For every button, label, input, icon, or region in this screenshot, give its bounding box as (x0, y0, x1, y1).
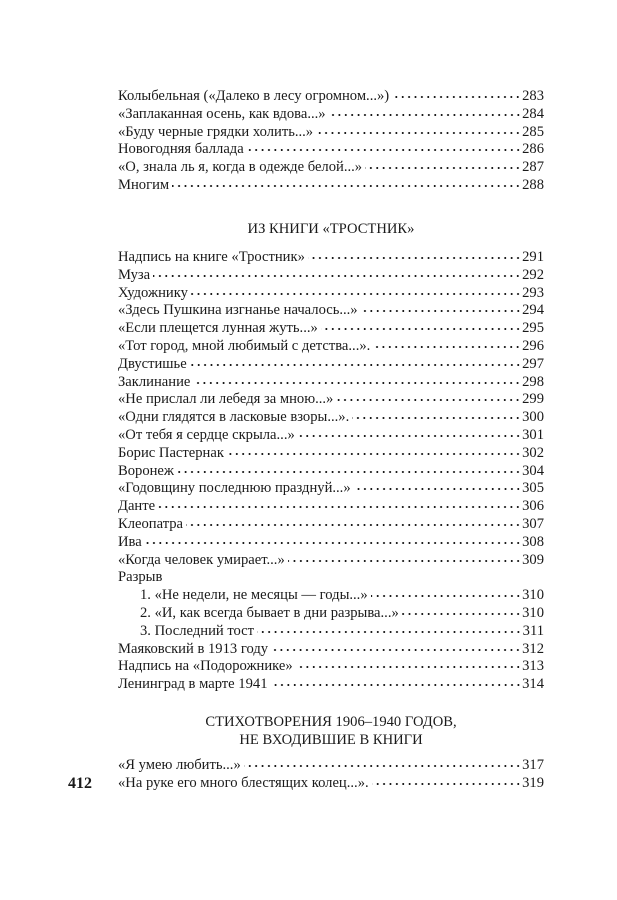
entry-title: «О, знала ль я, когда в одежде белой...» (118, 159, 363, 176)
toc-entry (118, 445, 544, 463)
entry-page: 302 (522, 444, 544, 461)
entry-title: Заклинание (118, 373, 191, 390)
toc-sublist (118, 587, 544, 640)
entry-title: «Если плещется лунная жуть...» (118, 320, 318, 337)
dot-leader (247, 148, 521, 152)
toc-entry (118, 409, 544, 427)
toc-section-2 (118, 249, 544, 694)
toc-list (118, 249, 544, 569)
toc-entry (118, 302, 544, 320)
toc-entry (118, 587, 544, 605)
toc-entry (118, 676, 544, 694)
entry-page: 308 (522, 533, 544, 550)
entry-title: «Одни глядятся в ласковые взоры...». (118, 409, 350, 426)
toc-entry (118, 249, 544, 267)
entry-title: Новогодняя баллада (118, 141, 244, 158)
entry-page: 295 (522, 320, 544, 337)
dot-leader (145, 541, 521, 545)
entry-page: 312 (522, 640, 544, 657)
dot-leader (298, 434, 521, 438)
entry-title: Воронеж (118, 462, 174, 479)
toc-entry (118, 463, 544, 481)
entry-title: Двустишье (118, 355, 187, 372)
entry-page: 299 (522, 391, 544, 408)
entry-page: 292 (522, 266, 544, 283)
entry-title: «Тот город, мной любимый с детства...». (118, 337, 371, 354)
entry-page: 285 (522, 123, 544, 140)
toc-entry (118, 88, 544, 106)
entry-page: 300 (522, 409, 544, 426)
toc-entry (118, 141, 544, 159)
entry-title: 3. Последний тост (140, 622, 255, 639)
entry-page: 305 (522, 480, 544, 497)
entry-title: «Не прислал ли лебедя за мною...» (118, 391, 334, 408)
entry-page: 313 (522, 658, 544, 675)
entry-title: Ленинград в марте 1941 (118, 676, 268, 693)
entry-title: 1. «Не недели, не месяцы — годы...» (140, 587, 368, 604)
dot-leader (190, 363, 521, 367)
dot-leader (191, 292, 521, 296)
dot-leader (257, 630, 522, 634)
entry-title: Данте (118, 498, 156, 515)
dot-leader (271, 648, 521, 652)
entry-title: Маяковский в 1913 году (118, 640, 269, 657)
entry-title: «Годовщину последнюю празднуй...» (118, 480, 351, 497)
entry-title: «Заплаканная осень, как вдова...» (118, 105, 326, 122)
dot-leader (316, 131, 521, 135)
toc-entry (118, 775, 544, 793)
entry-title: Художнику (118, 284, 188, 301)
toc-entry (118, 391, 544, 409)
toc-entry (118, 757, 544, 775)
entry-title: «На руке его много блестящих колец...». (118, 774, 369, 791)
toc-list (118, 641, 544, 694)
entry-title: Борис Пастернак (118, 444, 224, 461)
section-heading-uncollected (118, 713, 544, 749)
entry-title: Многим (118, 176, 170, 193)
entry-page: 310 (522, 587, 544, 604)
dot-leader (296, 665, 521, 669)
toc-section-3 (118, 757, 544, 793)
entry-page: 309 (522, 551, 544, 568)
entry-title: Надпись на книге «Тростник» (118, 249, 305, 265)
dot-leader (371, 594, 521, 598)
dot-leader (244, 764, 521, 768)
toc-entry (118, 338, 544, 356)
dot-leader (227, 452, 521, 456)
toc-entry (118, 374, 544, 392)
toc-entry (118, 623, 544, 641)
toc-entry (118, 658, 544, 676)
section-heading-trostnik: ИЗ КНИГИ «ТРОСТНИК» (247, 221, 415, 237)
toc-entry (118, 106, 544, 124)
toc-entry (118, 534, 544, 552)
entry-page: 286 (522, 141, 544, 158)
entry-page: 311 (522, 622, 544, 639)
toc-entry (118, 356, 544, 374)
entry-title: Колыбельная («Далеко в лесу огромном...») (118, 88, 390, 104)
dot-leader (372, 782, 521, 786)
entry-page: 291 (522, 249, 544, 265)
entry-page: 287 (522, 159, 544, 176)
dot-leader (392, 95, 521, 99)
entry-page: 317 (522, 757, 544, 773)
entry-page: 319 (522, 774, 544, 791)
dot-leader (373, 345, 521, 349)
entry-page: 296 (522, 337, 544, 354)
dot-leader (186, 523, 521, 527)
dot-leader (193, 381, 521, 385)
dot-leader (361, 309, 522, 313)
heading-line: НЕ ВХОДИВШИЕ В КНИГИ (239, 732, 423, 748)
toc-entry (118, 177, 544, 195)
toc-entry (118, 641, 544, 659)
entry-title: «От тебя я сердце скрыла...» (118, 426, 295, 443)
heading-line: СТИХОТВОРЕНИЯ 1906–1940 ГОДОВ, (205, 714, 457, 730)
entry-title: Надпись на «Подорожнике» (118, 658, 293, 675)
entry-page: 297 (522, 355, 544, 372)
dot-leader (308, 256, 521, 260)
entry-page: 307 (522, 515, 544, 532)
entry-title: «Здесь Пушкина изгнанье началось...» (118, 302, 358, 319)
dot-leader (329, 113, 522, 117)
dot-leader (352, 416, 521, 420)
toc-entry (118, 498, 544, 516)
toc-entry (118, 480, 544, 498)
dot-leader (402, 612, 521, 616)
dot-leader (153, 274, 521, 278)
dot-leader (288, 559, 521, 563)
dot-leader (336, 398, 521, 402)
entry-page: 306 (522, 498, 544, 515)
dot-leader (158, 505, 521, 509)
toc-entry (118, 516, 544, 534)
dot-leader (321, 327, 521, 331)
entry-title: «Когда человек умирает...» (118, 551, 285, 568)
entry-title: «Я умею любить...» (118, 757, 241, 773)
entry-title: Ива (118, 533, 142, 550)
dot-leader (354, 487, 521, 491)
entry-page: 301 (522, 426, 544, 443)
entry-page: 294 (522, 302, 544, 319)
entry-page: 288 (522, 176, 544, 193)
entry-page: 284 (522, 105, 544, 122)
entry-page: 304 (522, 462, 544, 479)
entry-page: 310 (522, 604, 544, 621)
entry-page: 293 (522, 284, 544, 301)
entry-title: Клеопатра (118, 515, 184, 532)
dot-leader (172, 184, 521, 188)
toc-group-title (118, 569, 544, 587)
toc-section-1 (118, 88, 544, 195)
page-number: 412 (68, 775, 92, 792)
dot-leader (365, 166, 521, 170)
entry-page: 283 (522, 88, 544, 104)
toc-entry (118, 159, 544, 177)
entry-page: 314 (522, 676, 544, 693)
toc-entry (118, 552, 544, 570)
toc-entry (118, 605, 544, 623)
toc-entry (118, 320, 544, 338)
entry-title: Разрыв (118, 569, 163, 586)
entry-title: Муза (118, 266, 151, 283)
dot-leader (271, 683, 522, 687)
toc-entry (118, 124, 544, 142)
entry-title: «Буду черные грядки холить...» (118, 123, 314, 140)
dot-leader (177, 470, 521, 474)
toc-entry (118, 267, 544, 285)
entry-title: 2. «И, как всегда бывает в дни разрыва...» (140, 604, 399, 621)
toc-entry (118, 285, 544, 303)
entry-page: 298 (522, 373, 544, 390)
toc-entry (118, 427, 544, 445)
